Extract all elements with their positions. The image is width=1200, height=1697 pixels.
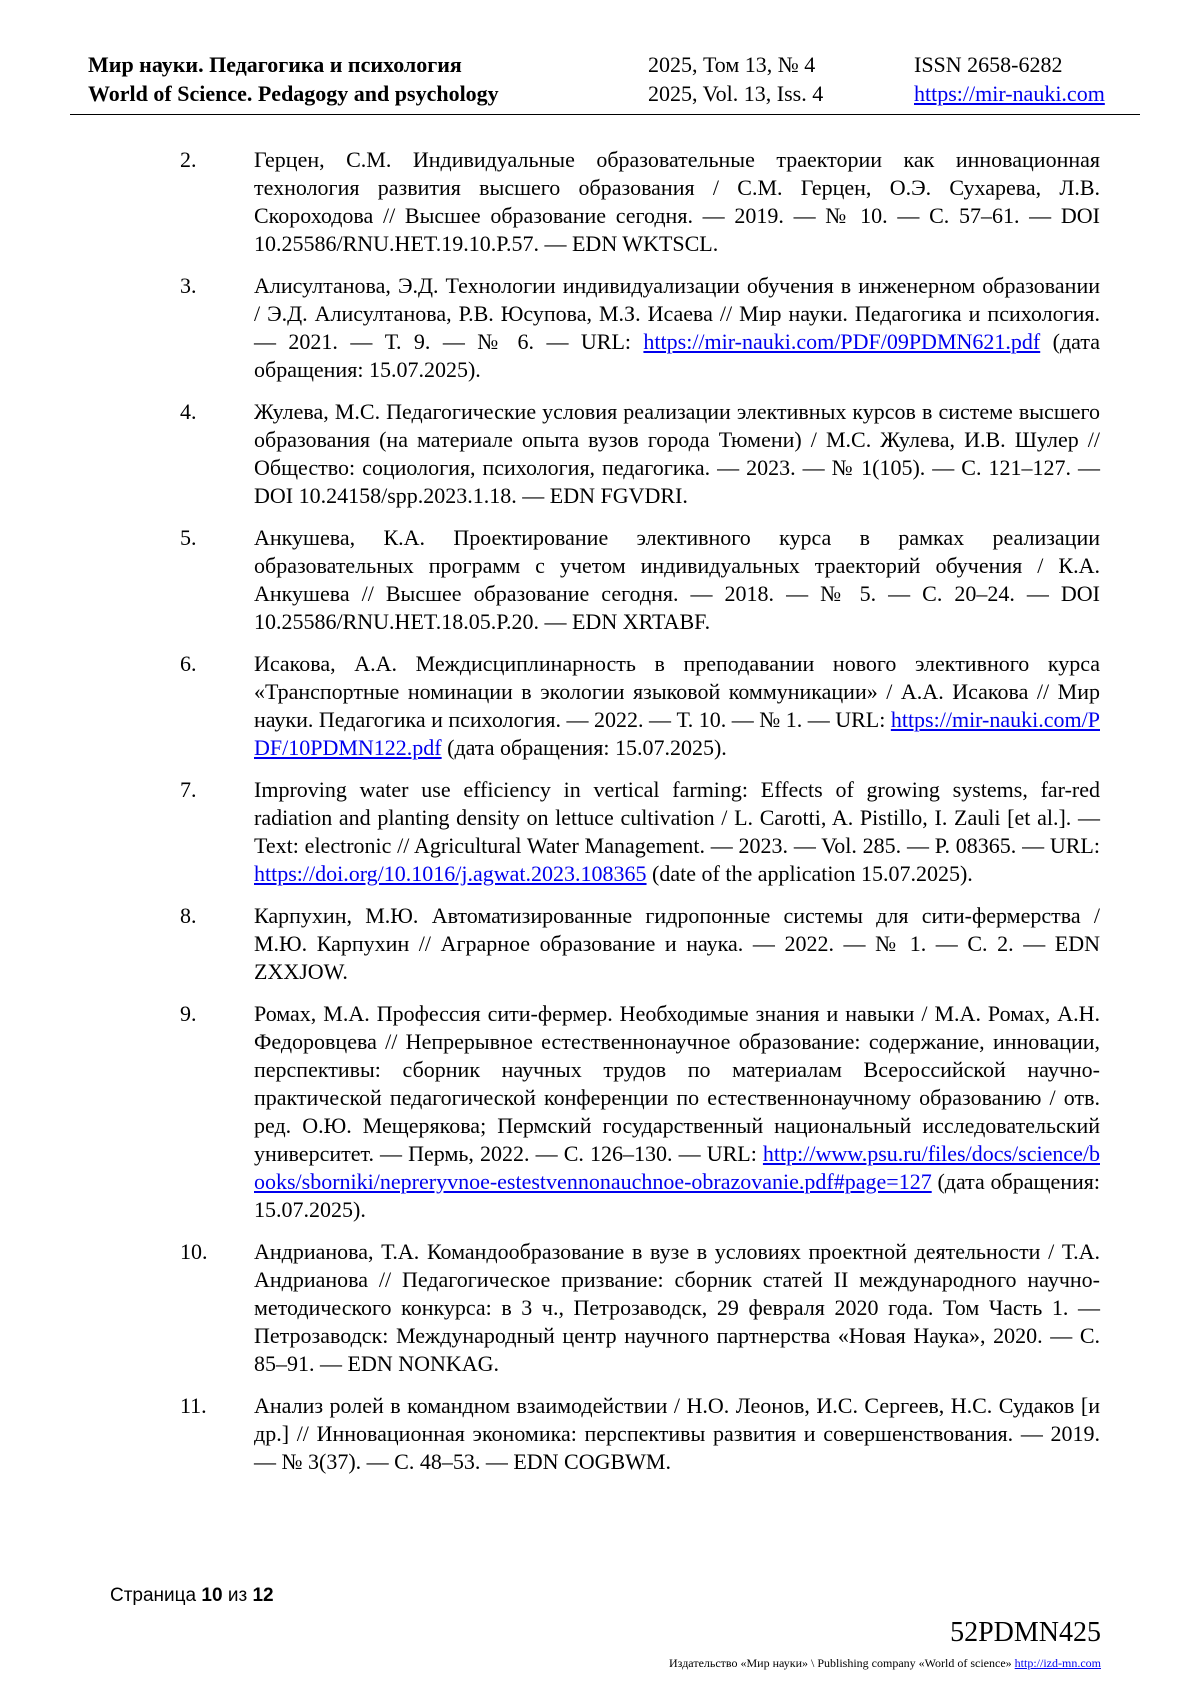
- reference-text: Андрианова, Т.А. Командообразование в вузе в условиях проектной деятельности / Т.А. Андрианова // Педагогическое призвание: сборник статей II международного научно-методического конкурса: в 3 ч., Петрозаводск, 29 февраля 2020 года. Том Часть 1. — Петрозаводск: Международный центр научного партнерства «Новая Наука», 2020. — С. 85–91. — EDN NONKAG.: [254, 1239, 1100, 1376]
- reference-url-link[interactable]: https://doi.org/10.1016/j.agwat.2023.108365: [254, 861, 647, 886]
- reference-item: [0, 398, 1100, 510]
- article-code: 52PDMN425: [950, 1617, 1101, 1648]
- reference-number: 10.: [180, 1239, 208, 1264]
- reference-number: 5.: [180, 525, 197, 550]
- publisher-line: [669, 1656, 1101, 1671]
- journal-title-block: [88, 50, 499, 108]
- reference-list: [0, 146, 1200, 1490]
- page-separator: из: [227, 1585, 248, 1606]
- reference-number: 9.: [180, 1001, 197, 1026]
- reference-text: Ромах, М.А. Профессия сити-фермер. Необходимые знания и навыки / М.А. Ромах, А.Н. Федоровцева // Непрерывное естественнонаучное образование: содержание, инновации, перспективы: сборник научных трудов по материалам Всероссийской научно-практической педагогической конференции по естественнонаучному образованию / отв. ред. О.Ю. Мещерякова; Пермский государственный национальный исследовательский университет. — Пермь, 2022. — С. 126–130. — URL:: [254, 1001, 1100, 1166]
- issue-info-block: [648, 50, 823, 108]
- publisher-text: Издательство «Мир науки» \ Publishing company «World of science»: [669, 1656, 1012, 1670]
- reference-url-link[interactable]: https://mir-nauki.com/PDF/10PDMN122.pdf: [254, 707, 1100, 760]
- reference-number: 2.: [180, 147, 197, 172]
- reference-text: Анализ ролей в командном взаимодействии / Н.О. Леонов, И.С. Сергеев, Н.С. Судаков [и др.] // Инновационная экономика: перспективы развития и совершенствования. — 2019. — № 3(37). — С. 48–53. — EDN COGBWM.: [254, 1393, 1100, 1474]
- reference-number: 4.: [180, 399, 197, 424]
- page-total: 12: [252, 1585, 274, 1606]
- reference-text: Жулева, М.С. Педагогические условия реализации элективных курсов в системе высшего образования (на материале опыта вузов города Тюмени) / М.С. Жулева, И.В. Шулер // Общество: социология, психология, педагогика. — 2023. — № 1(105). — С. 121–127. — DOI 10.24158/spp.2023.1.18. — EDN FGVDRI.: [254, 399, 1100, 508]
- reference-url-link[interactable]: https://mir-nauki.com/PDF/09PDMN621.pdf: [643, 329, 1041, 354]
- reference-url-link[interactable]: http://www.psu.ru/files/docs/science/books/sborniki/nepreryvnoe-estestvennonauchnoe-obrazovanie.pdf#page=127: [254, 1141, 1100, 1194]
- reference-item: [0, 902, 1100, 986]
- issn: ISSN 2658-6282: [914, 52, 1063, 77]
- page-indicator: [110, 1585, 274, 1607]
- page-prefix: Страница: [110, 1585, 197, 1606]
- reference-number: 3.: [180, 273, 197, 298]
- reference-text: (date of the application 15.07.2025).: [646, 861, 973, 886]
- reference-number: 6.: [180, 651, 197, 676]
- reference-item: [0, 1392, 1100, 1476]
- reference-text: (дата обращения: 15.07.2025).: [441, 735, 727, 760]
- issue-info-ru: 2025, Том 13, № 4: [648, 52, 816, 77]
- reference-text: Improving water use efficiency in vertical farming: Effects of growing systems, far-red radiation and planting density on lettuce cultivation / L. Carotti, A. Pistillo, I. Zauli [et al.]. — Text: electronic // Agricultural Water Management. — 2023. — Vol. 285. — P. 08365. — URL:: [254, 777, 1100, 858]
- reference-number: 7.: [180, 777, 197, 802]
- reference-item: [0, 650, 1100, 762]
- journal-header: [70, 50, 1140, 115]
- reference-item: [0, 1238, 1100, 1378]
- journal-site-link[interactable]: https://mir-nauki.com: [914, 81, 1105, 106]
- reference-item: [0, 776, 1100, 888]
- page-current: 10: [201, 1585, 223, 1606]
- reference-number: 8.: [180, 903, 197, 928]
- reference-text: Алисултанова, Э.Д. Технологии индивидуализации обучения в инженерном образовании / Э.Д. Алисултанова, Р.В. Юсупова, М.З. Исаева // Мир науки. Педагогика и психология. — 2021. — Т. 9. — № 6. — URL:: [254, 273, 1100, 354]
- reference-number: 11.: [180, 1393, 207, 1418]
- reference-text: (дата обращения: 15.07.2025).: [254, 1169, 1100, 1222]
- reference-item: [0, 1000, 1100, 1224]
- publisher-link[interactable]: http://izd-mn.com: [1014, 1656, 1101, 1670]
- reference-text: Герцен, С.М. Индивидуальные образовательные траектории как инновационная технология развития высшего образования / С.М. Герцен, О.Э. Сухарева, Л.В. Скороходова // Высшее образование сегодня. — 2019. — № 10. — С. 57–61. — DOI 10.25586/RNU.HET.19.10.P.57. — EDN WKTSCL.: [254, 147, 1100, 256]
- reference-text: Исакова, А.А. Междисциплинарность в преподавании нового элективного курса «Транспортные номинации в экологии языковой коммуникации» / А.А. Исакова // Мир науки. Педагогика и психология. — 2022. — Т. 10. — № 1. — URL:: [254, 651, 1100, 732]
- journal-title-ru: Мир науки. Педагогика и психология: [88, 52, 462, 77]
- reference-item: [0, 146, 1100, 258]
- reference-item: [0, 272, 1100, 384]
- reference-text: Карпухин, М.Ю. Автоматизированные гидропонные системы для сити-фермерства / М.Ю. Карпухин // Аграрное образование и наука. — 2022. — № 1. — С. 2. — EDN ZXXJOW.: [254, 903, 1100, 984]
- issn-block: [914, 50, 1105, 108]
- reference-text: (дата обращения: 15.07.2025).: [254, 329, 1100, 382]
- reference-item: [0, 524, 1100, 636]
- journal-title-en: World of Science. Pedagogy and psychology: [88, 81, 499, 106]
- reference-text: Анкушева, К.А. Проектирование элективного курса в рамках реализации образовательных программ с учетом индивидуальных траекторий обучения / К.А. Анкушева // Высшее образование сегодня. — 2018. — № 5. — С. 20–24. — DOI 10.25586/RNU.HET.18.05.P.20. — EDN XRTABF.: [254, 525, 1100, 634]
- issue-info-en: 2025, Vol. 13, Iss. 4: [648, 81, 824, 106]
